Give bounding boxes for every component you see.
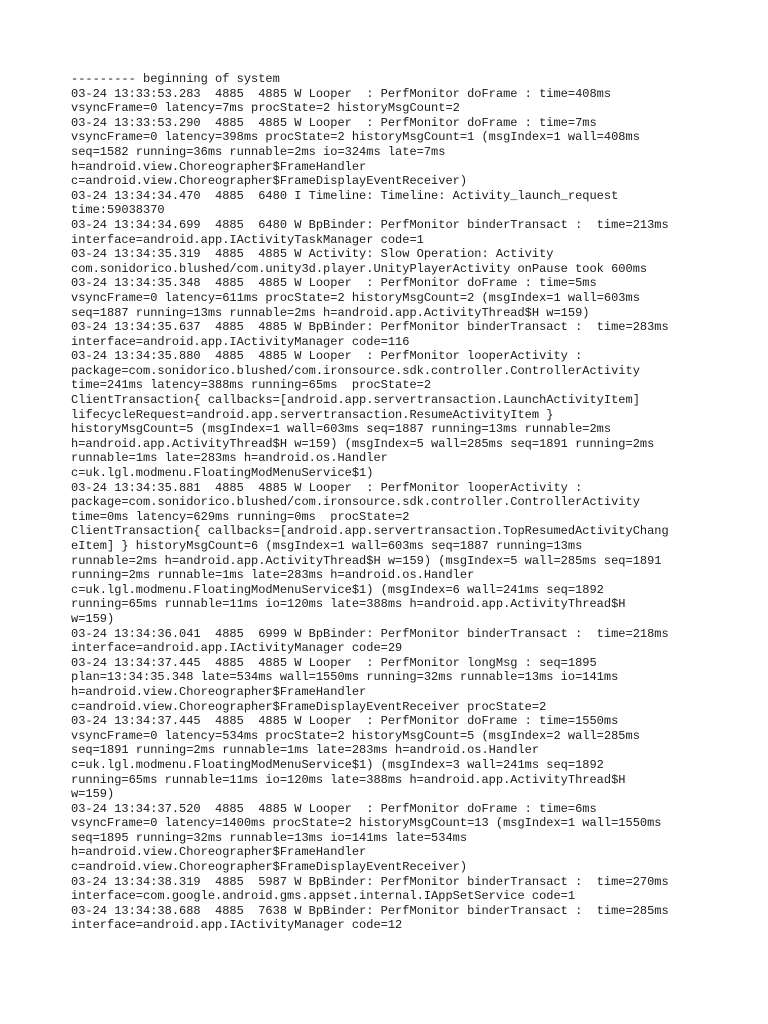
- log-line: runnable=1ms late=283ms h=android.os.Handler: [71, 451, 388, 466]
- log-line: running=65ms runnable=11ms io=120ms late=388ms h=android.app.ActivityThread$H: [71, 597, 626, 612]
- log-line: running=65ms runnable=11ms io=120ms late=388ms h=android.app.ActivityThread$H: [71, 772, 626, 787]
- log-line: 03-24 13:34:38.688 4885 7638 W BpBinder: PerfMonitor binderTransact : time=285ms: [71, 903, 669, 918]
- log-line: ClientTransaction{ callbacks=[android.app.servertransaction.LaunchActivityItem]: [71, 393, 640, 408]
- log-line: package=com.sonidorico.blushed/com.ironsource.sdk.controller.ControllerActivity: [71, 363, 640, 378]
- log-line: h=android.view.Choreographer$FrameHandler: [71, 684, 367, 699]
- log-line: 03-24 13:34:34.699 4885 6480 W BpBinder: PerfMonitor binderTransact : time=213ms: [71, 217, 669, 232]
- log-line: c=android.view.Choreographer$FrameDisplayEventReceiver): [71, 174, 468, 189]
- log-line: ClientTransaction{ callbacks=[android.app.servertransaction.TopResumedActivityChang: [71, 524, 669, 539]
- log-line: interface=android.app.IActivityManager code=12: [71, 918, 403, 933]
- log-line: 03-24 13:34:35.637 4885 4885 W BpBinder: PerfMonitor binderTransact : time=283ms: [71, 320, 669, 335]
- log-line: time:59038370: [71, 203, 165, 218]
- log-line: lifecycleRequest=android.app.servertransaction.ResumeActivityItem }: [71, 407, 554, 422]
- log-line: vsyncFrame=0 latency=7ms procState=2 historyMsgCount=2: [71, 101, 460, 116]
- log-line: vsyncFrame=0 latency=1400ms procState=2 historyMsgCount=13 (msgIndex=1 wall=1550ms: [71, 816, 662, 831]
- log-line: c=android.view.Choreographer$FrameDisplayEventReceiver): [71, 860, 468, 875]
- log-line: 03-24 13:34:35.348 4885 4885 W Looper : PerfMonitor doFrame : time=5ms: [71, 276, 597, 291]
- log-line: seq=1582 running=36ms runnable=2ms io=324ms late=7ms: [71, 144, 446, 159]
- log-line: --------- beginning of system: [71, 72, 280, 86]
- log-line: w=159): [71, 787, 115, 802]
- log-line: c=android.view.Choreographer$FrameDisplayEventReceiver procState=2: [71, 699, 547, 714]
- log-line: 03-24 13:33:53.290 4885 4885 W Looper : PerfMonitor doFrame : time=7ms: [71, 115, 597, 130]
- log-line: c=uk.lgl.modmenu.FloatingModMenuService$1) (msgIndex=6 wall=241ms seq=1892: [71, 582, 604, 597]
- log-line: c=uk.lgl.modmenu.FloatingModMenuService$1): [71, 466, 374, 481]
- log-line: 03-24 13:34:37.445 4885 4885 W Looper : PerfMonitor longMsg : seq=1895: [71, 655, 597, 670]
- log-line: 03-24 13:33:53.283 4885 4885 W Looper : PerfMonitor doFrame : time=408ms: [71, 86, 612, 101]
- log-line: 03-24 13:34:37.445 4885 4885 W Looper : PerfMonitor doFrame : time=1550ms: [71, 714, 619, 729]
- log-line: seq=1887 running=13ms runnable=2ms h=android.app.ActivityThread$H w=159): [71, 305, 590, 320]
- log-line: interface=android.app.IActivityManager code=29: [71, 641, 403, 656]
- log-line: vsyncFrame=0 latency=611ms procState=2 historyMsgCount=2 (msgIndex=1 wall=603ms: [71, 290, 640, 305]
- log-line: h=android.view.Choreographer$FrameHandler: [71, 845, 367, 860]
- log-line: seq=1891 running=2ms runnable=1ms late=283ms h=android.os.Handler: [71, 743, 540, 758]
- log-line: 03-24 13:34:35.881 4885 4885 W Looper : PerfMonitor looperActivity :: [71, 480, 583, 495]
- log-line: interface=com.google.android.gms.appset.internal.IAppSetService code=1: [71, 889, 576, 904]
- log-line: 03-24 13:34:35.319 4885 4885 W Activity: Slow Operation: Activity: [71, 247, 554, 262]
- log-line: seq=1895 running=32ms runnable=13ms io=141ms late=534ms: [71, 830, 468, 845]
- log-line: vsyncFrame=0 latency=534ms procState=2 historyMsgCount=5 (msgIndex=2 wall=285ms: [71, 728, 640, 743]
- log-line: historyMsgCount=5 (msgIndex=1 wall=603ms seq=1887 running=13ms runnable=2ms: [71, 422, 612, 437]
- log-line: runnable=2ms h=android.app.ActivityThread$H w=159) (msgIndex=5 wall=285ms seq=1891: [71, 553, 662, 568]
- log-line: time=241ms latency=388ms running=65ms procState=2: [71, 378, 432, 393]
- log-line: h=android.app.ActivityThread$H w=159) (msgIndex=5 wall=285ms seq=1891 running=2ms: [71, 436, 655, 451]
- log-line: vsyncFrame=0 latency=398ms procState=2 historyMsgCount=1 (msgIndex=1 wall=408ms: [71, 130, 640, 145]
- log-line: interface=android.app.IActivityManager code=116: [71, 334, 410, 349]
- log-line: interface=android.app.IActivityTaskManager code=1: [71, 232, 424, 247]
- log-line: time=0ms latency=629ms running=0ms procState=2: [71, 509, 410, 524]
- log-line: 03-24 13:34:37.520 4885 4885 W Looper : PerfMonitor doFrame : time=6ms: [71, 801, 597, 816]
- log-line: 03-24 13:34:35.880 4885 4885 W Looper : PerfMonitor looperActivity :: [71, 349, 583, 364]
- log-line: com.sonidorico.blushed/com.unity3d.player.UnityPlayerActivity onPause took 600ms: [71, 261, 648, 276]
- log-line: 03-24 13:34:38.319 4885 5987 W BpBinder: PerfMonitor binderTransact : time=270ms: [71, 874, 669, 889]
- log-line: w=159): [71, 611, 115, 626]
- log-line: plan=13:34:35.348 late=534ms wall=1550ms running=32ms runnable=13ms io=141ms: [71, 670, 619, 685]
- log-line: package=com.sonidorico.blushed/com.ironsource.sdk.controller.ControllerActivity: [71, 495, 640, 510]
- log-output: [71, 72, 711, 933]
- log-line: c=uk.lgl.modmenu.FloatingModMenuService$1) (msgIndex=3 wall=241ms seq=1892: [71, 757, 604, 772]
- log-line: 03-24 13:34:36.041 4885 6999 W BpBinder: PerfMonitor binderTransact : time=218ms: [71, 626, 669, 641]
- log-line: h=android.view.Choreographer$FrameHandler: [71, 159, 367, 174]
- log-line: eItem] } historyMsgCount=6 (msgIndex=1 wall=603ms seq=1887 running=13ms: [71, 539, 583, 553]
- log-line: 03-24 13:34:34.470 4885 6480 I Timeline: Timeline: Activity_launch_request: [71, 188, 619, 203]
- log-line: running=2ms runnable=1ms late=283ms h=android.os.Handler: [71, 568, 475, 583]
